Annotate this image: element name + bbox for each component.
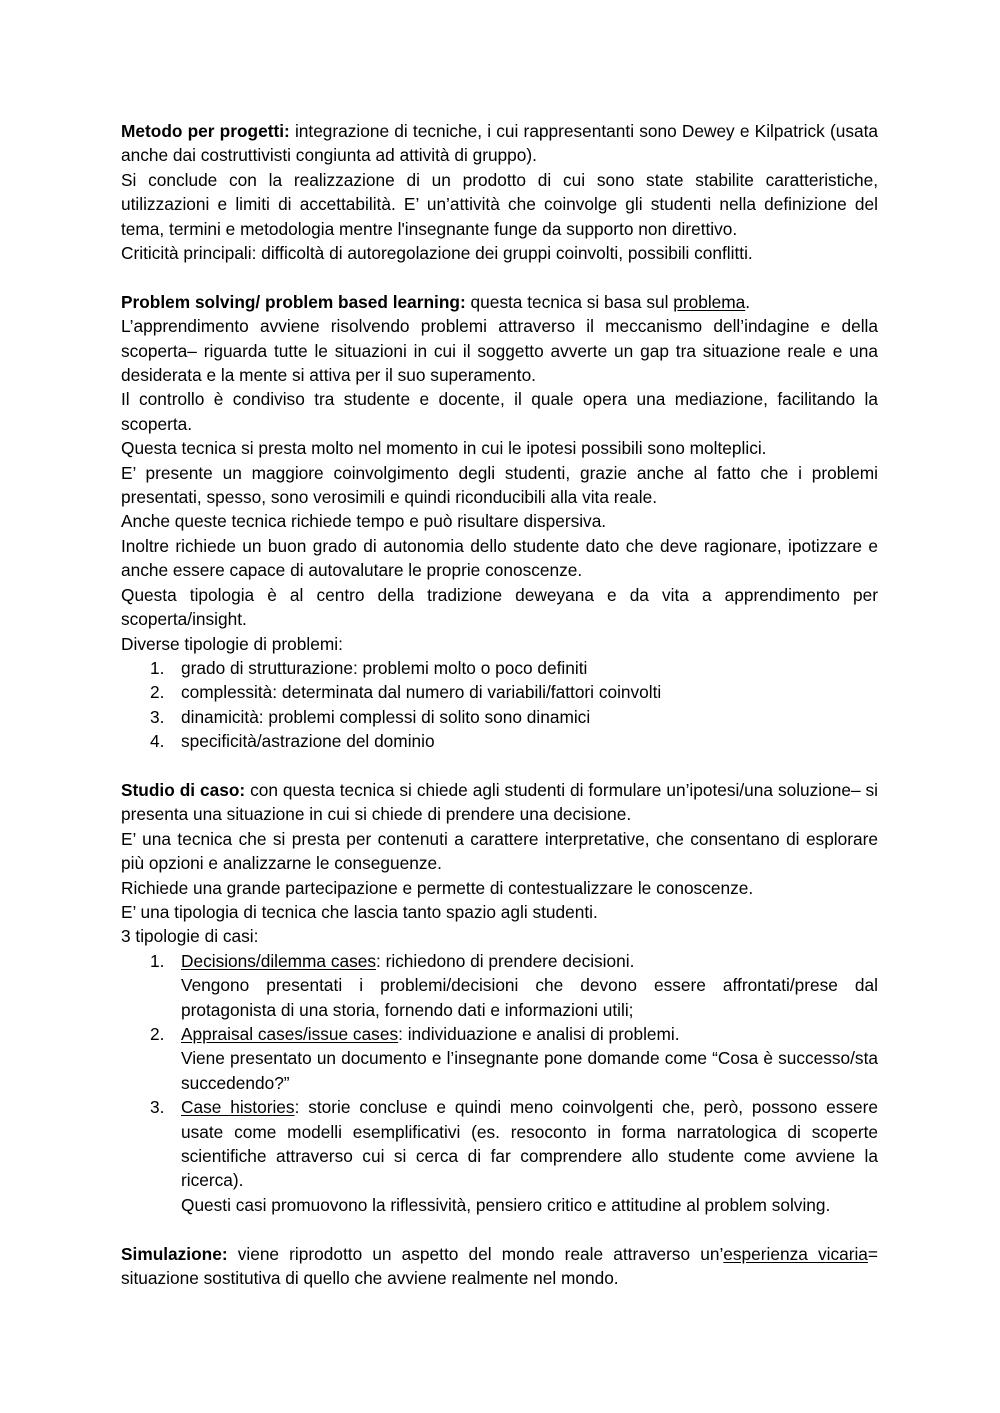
- case-type-description: : individuazione e analisi di problemi.: [398, 1024, 680, 1044]
- paragraph-problem-intro: [121, 290, 878, 314]
- paragraph-simulazione: [121, 1242, 878, 1291]
- text-problem-intro: questa tecnica si basa sul: [465, 291, 674, 312]
- list-item: [121, 1095, 878, 1217]
- list-number: 2.: [150, 1024, 165, 1044]
- list-number: 2.: [150, 682, 165, 703]
- paragraph-caso-3: E’ una tipologia di tecnica che lascia tanto spazio agli studenti.: [121, 901, 598, 922]
- section-gap: [121, 754, 878, 778]
- text-problem-intro-end: .: [745, 291, 751, 312]
- paragraph-problem-1: L’apprendimento avviene risolvendo problemi attraverso il meccanismo dell’indagine e della scoperta– riguarda tutte le situazioni in cui il soggetto avverte un gap tra situazione reale e una desiderata e la mente si attiva per il suo superamento.: [121, 316, 878, 386]
- section-gap: [121, 1217, 878, 1241]
- case-types-list: [121, 949, 878, 1217]
- case-type-description: : storie concluse e quindi meno coinvolgenti che, però, possono essere usate come modelli esemplificativi (es. resoconto in forma narratologica di scoperte scientifiche attraverso cui si cerca di far comprendere allo studente come avviene la ricerca).: [181, 1097, 878, 1191]
- heading-progetti: Metodo per progetti:: [121, 121, 290, 141]
- underlined-term-problema: problema: [673, 291, 746, 312]
- list-number: 4.: [150, 731, 165, 752]
- list-item-text: specificità/astrazione del dominio: [181, 731, 435, 752]
- problem-types-list: [121, 656, 878, 754]
- list-item: [121, 680, 878, 704]
- paragraph-problem-6: Inoltre richiede un buon grado di autonomia dello studente dato che deve ragionare, ipotizzare e anche essere capace di autovalutare le proprie conoscenze.: [121, 535, 878, 581]
- list-number: 1.: [150, 657, 165, 678]
- paragraph-caso-4: 3 tipologie di casi:: [121, 926, 259, 947]
- heading-caso: Studio di caso:: [121, 779, 246, 800]
- section-gap: [121, 265, 878, 289]
- list-item: [121, 729, 878, 753]
- list-item: [121, 1022, 878, 1095]
- text-simulazione-end: = situazione sostitutiva di quello che avviene realmente nel mondo.: [121, 1243, 879, 1289]
- paragraph-progetti-3: Criticità principali: difficoltà di autoregolazione dei gruppi coinvolti, possibili conflitti.: [121, 243, 753, 264]
- list-number: 1.: [150, 950, 165, 971]
- paragraph-problem-5: Anche queste tecnica richiede tempo e può risultare dispersiva.: [121, 511, 607, 532]
- text-simulazione-intro: viene riprodotto un aspetto del mondo reale attraverso un’: [227, 1243, 724, 1264]
- heading-problem: Problem solving/ problem based learning:: [121, 291, 466, 312]
- text-caso-intro: con questa tecnica si chiede agli studenti di formulare un’ipotesi/una soluzione– si presenta una situazione in cui si chiede di prendere una decisione.: [121, 779, 878, 825]
- list-item-text: dinamicità: problemi complessi di solito sono dinamici: [181, 706, 591, 727]
- list-item: [121, 656, 878, 680]
- list-item: [121, 949, 878, 1022]
- list-number: 3.: [150, 706, 165, 727]
- list-number: 3.: [150, 1097, 165, 1118]
- paragraph-problem-8: Diverse tipologie di problemi:: [121, 633, 343, 654]
- list-item: [121, 705, 878, 729]
- case-type-detail: Viene presentato un documento e l’insegnante pone domande come “Cosa è successo/sta succedendo?”: [181, 1048, 878, 1093]
- paragraph-problem-3: Questa tecnica si presta molto nel momento in cui le ipotesi possibili sono molteplici.: [121, 438, 767, 459]
- list-item-text: complessità: determinata dal numero di variabili/fattori coinvolti: [181, 682, 662, 703]
- paragraph-progetti-2: Si conclude con la realizzazione di un prodotto di cui sono state stabilite caratteristiche, utilizzazioni e limiti di accettabilità. E’ un’attività che coinvolge gli studenti nella definizione del tema, termini e metodologia mentre l'insegnante funge da supporto non direttivo.: [121, 169, 878, 239]
- paragraph-progetti-intro: [121, 119, 878, 168]
- text-progetti-intro: integrazione di tecniche, i cui rappresentanti sono Dewey e Kilpatrick (usata anche dai costruttivisti congiunta ad attività di gruppo).: [121, 121, 878, 166]
- heading-simulazione: Simulazione:: [121, 1243, 228, 1264]
- case-type-description: : richiedono di prendere decisioni.: [375, 950, 635, 971]
- underlined-term-esperienza-vicaria: esperienza vicaria: [723, 1243, 868, 1264]
- paragraph-problem-7: Questa tipologia è al centro della tradizione deweyana e da vita a apprendimento per scoperta/insight.: [121, 584, 878, 630]
- case-type-detail: Questi casi promuovono la riflessività, pensiero critico e attitudine al problem solving.: [181, 1194, 831, 1215]
- case-type-term: Case histories: [181, 1097, 295, 1118]
- case-type-detail: Vengono presentati i problemi/decisioni che devono essere affrontati/prese dal protagonista di una storia, fornendo dati e informazioni utili;: [181, 975, 878, 1020]
- paragraph-caso-1: E’ una tecnica che si presta per contenuti a carattere interpretative, che consentano di esplorare più opzioni e analizzarne le conseguenze.: [121, 828, 878, 874]
- case-type-term: Appraisal cases/issue cases: [181, 1024, 399, 1044]
- paragraph-problem-2: Il controllo è condiviso tra studente e docente, il quale opera una mediazione, facilitando la scoperta.: [121, 389, 878, 434]
- case-type-term: Decisions/dilemma cases: [181, 950, 376, 971]
- paragraph-caso-intro: [121, 778, 878, 827]
- paragraph-caso-2: Richiede una grande partecipazione e permette di contestualizzare le conoscenze.: [121, 877, 754, 898]
- list-item-text: grado di strutturazione: problemi molto o poco definiti: [181, 657, 588, 678]
- paragraph-problem-4: E’ presente un maggiore coinvolgimento degli studenti, grazie anche al fatto che i problemi presentati, spesso, sono verosimili e quindi riconducibili alla vita reale.: [121, 462, 878, 508]
